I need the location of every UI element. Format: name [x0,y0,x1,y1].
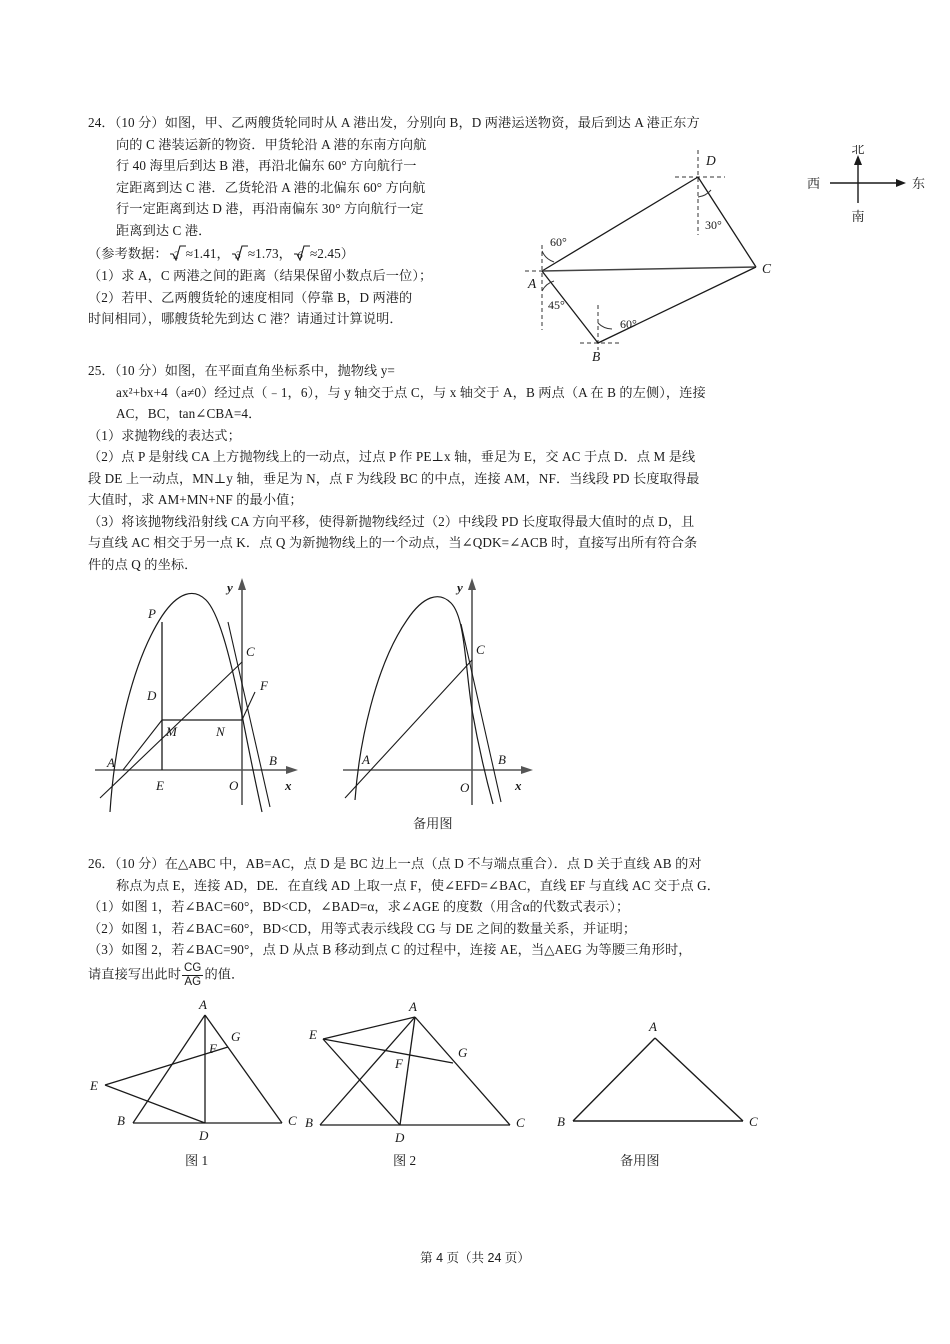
tail-after-text: 的值． [204,966,245,982]
q26-sub-1: （1）如图 1，若∠BAC=60°，BD<CD，∠BAD=α，求∠AGE 的度数（用含α的代数式表示）； [88,899,630,914]
label-A: A [199,997,207,1012]
page-footer: 第 4 页（共 24 页） [420,1251,530,1265]
label-D: D [395,1130,405,1145]
label-O: O [460,780,470,795]
sqrt-6 [292,243,310,265]
label-G: G [231,1029,241,1044]
q25-sub-1: （1）求抛物线的表达式； [88,427,241,443]
q26-figure-1 [85,995,335,1150]
q26-line-2: 称点为点 E，连接 AD，DE．在直线 AD 上取一点 F，使∠EFD=∠BAC，直线 EF 与直线 AC 交于点 G． [116,877,721,893]
label-E: E [90,1078,98,1093]
q26-sub-3-tail [88,962,244,989]
label-A: A [107,755,115,770]
q25-sub-2-line-2: 段 DE 上一动点，MN⊥y 轴，垂足为 N，点 F 为线段 BC 的中点，连接 AM，NF．当线段 PD 长度取得最 [88,470,700,486]
q26-sub-3: （3）如图 2，若∠BAC=90°，点 D 从点 B 移动到点 C 的过程中，连接 AE，当△AEG 为等腰三角形时， [88,942,692,957]
label-y-axis: y [227,580,233,595]
label-D: D [147,688,157,703]
compass-north: 北 [851,145,865,156]
label-C: C [516,1115,525,1130]
q26-figure-2-caption: 图 2 [393,1153,417,1168]
label-y-axis: y [457,580,463,595]
label-C: C [476,642,485,657]
label-F: F [260,678,268,693]
fraction-denominator: AG [182,975,203,989]
q25-figure-1 [90,570,340,820]
angle-60-at-B: 60° [620,317,637,331]
sqrt-3 [230,243,248,265]
q25-sub-3-line-1: （3）将该抛物线沿射线 CA 方向平移，使得新抛物线经过（2）中线段 PD 长度取得最大值时的点 D，且 [88,513,695,529]
q26-figure-1-caption: 图 1 [185,1153,209,1168]
label-P: P [148,606,156,621]
angle-30-at-D: 30° [705,218,722,232]
label-D: D [706,153,716,168]
label-B: B [269,753,277,768]
q24-reference-data [88,243,354,265]
q25-sub-2-line-1: （2）点 P 是射线 CA 上方抛物线上的一动点，过点 P 作 PE⊥x 轴，垂足为 E，交 AC 于点 D．点 M 是线 [88,449,696,464]
q25-figure-2-caption: 备用图 [413,816,453,831]
q26-figure-2 [305,995,545,1150]
compass-south: 南 [851,209,865,224]
q25-line-3: AC，BC，tan∠CBA=4． [116,406,262,421]
label-A: A [528,276,537,291]
fraction-cg-ag [182,962,203,989]
q25-figure-2 [335,570,565,820]
q26-figure-3 [545,995,785,1150]
compass-rose [807,145,925,224]
ref-label: （参考数据： [88,246,168,261]
fraction-numerator: CG [184,962,202,974]
compass-east: 东 [912,176,926,191]
q24-line-4: 定距离到达 C 港．乙货轮沿 A 港的北偏东 60° 方向航 [116,179,426,195]
label-B: B [498,752,506,767]
q24-line-3: 行 40 海里后到达 B 港，再沿北偏东 60° 方向航行一 [116,158,417,173]
label-B: B [592,349,601,364]
label-x-axis: x [285,778,292,793]
svg-text:3: 3 [235,249,241,261]
q26-sub-2: （2）如图 1，若∠BAC=60°，BD<CD，用等式表示线段 CG 与 DE 之间的数量关系，并证明； [88,920,637,936]
q25-sub-3-line-3: 件的点 Q 的坐标． [88,556,198,572]
label-C: C [749,1114,758,1129]
label-F: F [395,1056,403,1071]
label-M: M [166,724,177,739]
label-B: B [557,1114,565,1129]
ref-v3: ≈1.73， [247,246,292,261]
svg-text:2: 2 [173,249,179,261]
q25-line-1: 25．（10 分）如图，在平面直角坐标系中，抛物线 y= [88,363,395,378]
label-F: F [209,1041,217,1056]
q26-line-1: 26．（10 分）在△ABC 中，AB=AC，点 D 是 BC 边上一点（点 D 不与端点重合）．点 D 关于直线 AB 的对 [88,856,702,871]
q25-sub-3-line-2: 与直线 AC 相交于另一点 K．点 Q 为新抛物线上的一个动点，当∠QDK=∠ACB 时，直接写出所有符合条 [88,535,698,550]
q26-figure-3-caption: 备用图 [620,1153,660,1168]
label-C: C [762,261,772,276]
compass-west: 西 [806,176,820,191]
label-C: C [246,644,255,659]
q24-line-1: 24．（10 分）如图，甲、乙两艘货轮同时从 A 港出发，分别向 B，D 两港运送物资，最后到达 A 港正东方 [88,115,700,130]
q24-line-2: 向的 C 港装运新的物资．甲货轮沿 A 港的东南方向航 [116,136,427,152]
label-A: A [362,752,370,767]
q25-line-2: ax²+bx+4（a≠0）经过点（﹣1，6），与 y 轴交于点 C，与 x 轴交于 A，B 两点（A 在 B 的左侧），连接 [116,384,706,400]
label-A: A [649,1019,657,1034]
sqrt-2 [168,243,186,265]
q24-sub-2a: （2）若甲、乙两艘货轮的速度相同（停靠 B，D 两港的 [88,289,413,305]
label-C: C [288,1113,297,1128]
q24-sub-1: （1）求 A，C 两港之间的距离（结果保留小数点后一位）； [88,268,433,283]
label-N: N [216,724,225,739]
label-D: D [199,1128,209,1143]
q24-sub-2b: 时间相同），哪艘货轮先到达 C 港？请通过计算说明． [88,311,403,326]
label-B: B [305,1115,313,1130]
q24-line-5: 行一定距离到达 D 港，再沿南偏东 30° 方向航行一定 [116,201,424,216]
label-G: G [458,1045,468,1060]
angle-45-at-A: 45° [548,298,565,312]
label-E: E [309,1027,317,1042]
angle-60-at-A: 60° [550,235,567,249]
q25-sub-2-line-3: 大值时，求 AM+MN+NF 的最小值； [88,492,303,507]
svg-text:6: 6 [297,249,303,261]
label-A: A [409,999,417,1014]
label-O: O [229,778,239,793]
q24-figure [520,145,940,375]
label-E: E [156,778,164,793]
label-B: B [117,1113,125,1128]
label-x-axis: x [515,778,522,793]
ref-v2: ≈1.41， [185,246,230,261]
tail-before-text: 请直接写出此时 [88,966,182,982]
ref-v6: ≈2.45） [309,246,355,261]
q24-line-6: 距离到达 C 港． [116,222,212,238]
